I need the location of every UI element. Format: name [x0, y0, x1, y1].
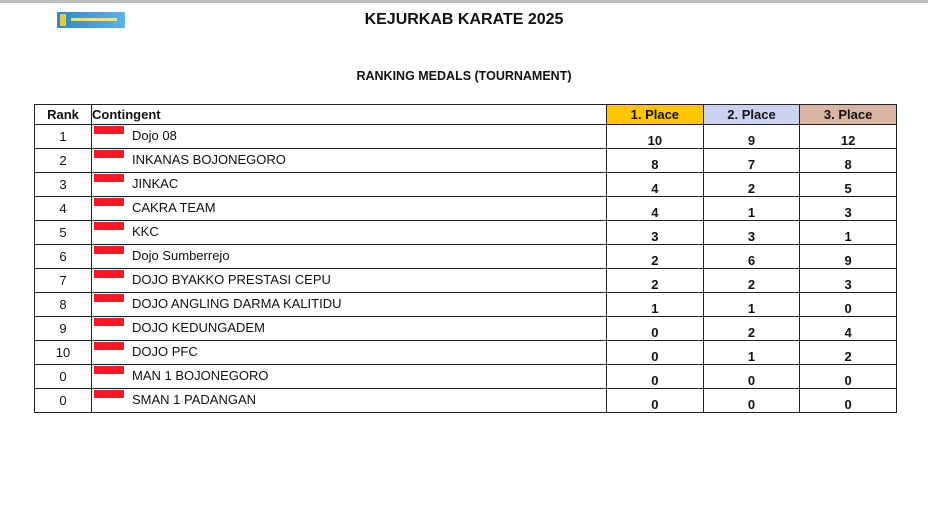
column-header-second-place: 2. Place — [703, 105, 800, 125]
third-place-count: 3 — [800, 269, 897, 293]
flag-icon — [94, 246, 124, 254]
second-place-count: 0 — [703, 389, 800, 413]
second-place-count: 7 — [703, 149, 800, 173]
flag-icon — [94, 198, 124, 206]
table-row — [35, 245, 897, 269]
third-place-count: 0 — [800, 365, 897, 389]
contingent-cell — [92, 245, 607, 269]
contingent-name: INKANAS BOJONEGORO — [132, 152, 286, 167]
table-row — [35, 269, 897, 293]
contingent-name: JINKAC — [132, 176, 179, 191]
contingent-name: MAN 1 BOJONEGORO — [132, 368, 269, 383]
contingent-name: KKC — [132, 224, 159, 239]
flag-icon — [94, 150, 124, 158]
table-row — [35, 365, 897, 389]
contingent-cell — [92, 389, 607, 413]
table-header-row — [35, 105, 897, 125]
table-row — [35, 317, 897, 341]
first-place-count: 2 — [607, 245, 704, 269]
first-place-count: 0 — [607, 317, 704, 341]
flag-icon — [94, 270, 124, 278]
contingent-name: DOJO PFC — [132, 344, 198, 359]
flag-icon — [94, 366, 124, 374]
contingent-name: Dojo 08 — [132, 128, 177, 143]
first-place-count: 0 — [607, 341, 704, 365]
table-row — [35, 341, 897, 365]
flag-icon — [94, 318, 124, 326]
rank-cell: 3 — [35, 173, 92, 197]
column-header-first-place: 1. Place — [607, 105, 704, 125]
flag-icon — [94, 126, 124, 134]
third-place-count: 1 — [800, 221, 897, 245]
third-place-count: 8 — [800, 149, 897, 173]
contingent-cell — [92, 317, 607, 341]
first-place-count: 0 — [607, 389, 704, 413]
column-header-rank: Rank — [35, 105, 92, 125]
contingent-cell — [92, 365, 607, 389]
second-place-count: 1 — [703, 293, 800, 317]
second-place-count: 1 — [703, 341, 800, 365]
contingent-name: CAKRA TEAM — [132, 200, 216, 215]
contingent-cell — [92, 173, 607, 197]
flag-icon — [94, 174, 124, 182]
first-place-count: 3 — [607, 221, 704, 245]
third-place-count: 4 — [800, 317, 897, 341]
medal-ranking-table — [34, 104, 897, 413]
second-place-count: 1 — [703, 197, 800, 221]
third-place-count: 5 — [800, 173, 897, 197]
page-title: KEJURKAB KARATE 2025 — [364, 11, 564, 28]
first-place-count: 4 — [607, 197, 704, 221]
contingent-cell — [92, 197, 607, 221]
second-place-count: 6 — [703, 245, 800, 269]
rank-cell: 5 — [35, 221, 92, 245]
flag-icon — [94, 390, 124, 398]
second-place-count: 2 — [703, 269, 800, 293]
table-row — [35, 197, 897, 221]
flag-icon — [94, 222, 124, 230]
contingent-cell — [92, 341, 607, 365]
table-row — [35, 293, 897, 317]
table-row — [35, 149, 897, 173]
table-row — [35, 125, 897, 149]
first-place-count: 2 — [607, 269, 704, 293]
top-divider — [0, 0, 928, 3]
table-row — [35, 173, 897, 197]
rank-cell: 9 — [35, 317, 92, 341]
table-row — [35, 389, 897, 413]
rank-cell: 0 — [35, 389, 92, 413]
table-body — [35, 125, 897, 413]
second-place-count: 3 — [703, 221, 800, 245]
first-place-count: 8 — [607, 149, 704, 173]
first-place-count: 10 — [607, 125, 704, 149]
flag-icon — [94, 342, 124, 350]
third-place-count: 0 — [800, 389, 897, 413]
second-place-count: 0 — [703, 365, 800, 389]
rank-cell: 1 — [35, 125, 92, 149]
second-place-count: 9 — [703, 125, 800, 149]
table-row — [35, 221, 897, 245]
first-place-count: 1 — [607, 293, 704, 317]
third-place-count: 3 — [800, 197, 897, 221]
rank-cell: 10 — [35, 341, 92, 365]
first-place-count: 4 — [607, 173, 704, 197]
rank-cell: 0 — [35, 365, 92, 389]
second-place-count: 2 — [703, 173, 800, 197]
contingent-name: Dojo Sumberrejo — [132, 248, 230, 263]
second-place-count: 2 — [703, 317, 800, 341]
rank-cell: 4 — [35, 197, 92, 221]
contingent-cell — [92, 149, 607, 173]
column-header-third-place: 3. Place — [800, 105, 897, 125]
contingent-cell — [92, 221, 607, 245]
contingent-cell — [92, 269, 607, 293]
contingent-name: SMAN 1 PADANGAN — [132, 392, 257, 407]
third-place-count: 0 — [800, 293, 897, 317]
third-place-count: 12 — [800, 125, 897, 149]
rank-cell: 8 — [35, 293, 92, 317]
rank-cell: 2 — [35, 149, 92, 173]
contingent-cell — [92, 125, 607, 149]
contingent-name: DOJO BYAKKO PRESTASI CEPU — [132, 272, 331, 287]
third-place-count: 9 — [800, 245, 897, 269]
column-header-contingent: Contingent — [92, 105, 607, 125]
rank-cell: 6 — [35, 245, 92, 269]
contingent-name: DOJO KEDUNGADEM — [132, 320, 265, 335]
contingent-name: DOJO ANGLING DARMA KALITIDU — [132, 296, 342, 311]
contingent-cell — [92, 293, 607, 317]
third-place-count: 2 — [800, 341, 897, 365]
first-place-count: 0 — [607, 365, 704, 389]
rank-cell: 7 — [35, 269, 92, 293]
flag-icon — [94, 294, 124, 302]
page-subtitle: RANKING MEDALS (TOURNAMENT) — [356, 69, 572, 83]
